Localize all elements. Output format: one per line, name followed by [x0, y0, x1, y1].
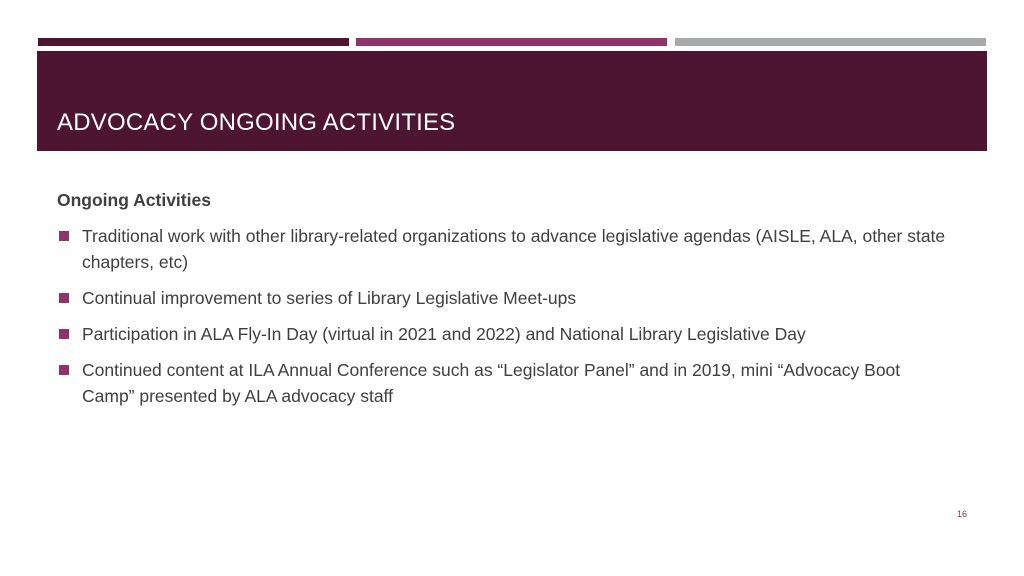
slide-title: ADVOCACY ONGOING ACTIVITIES — [57, 109, 456, 136]
accent-bar-gray — [675, 38, 986, 46]
bullet-list — [57, 223, 957, 409]
accent-bar-magenta — [356, 38, 667, 46]
bullet-item — [57, 357, 957, 409]
bullet-text: Continued content at ILA Annual Conference such as “Legislator Panel” and in 2019, mini “Advocacy Boot Camp” presented by ALA advocacy staff — [82, 360, 901, 406]
page-number: 16 — [956, 509, 967, 519]
square-bullet-icon — [59, 231, 69, 241]
title-band — [37, 51, 987, 151]
section-subheading: Ongoing Activities — [57, 190, 211, 210]
bullet-item — [57, 321, 957, 347]
square-bullet-icon — [59, 293, 69, 303]
bullet-text: Continual improvement to series of Library Legislative Meet-ups — [82, 288, 577, 308]
accent-bar-dark — [38, 38, 349, 46]
square-bullet-icon — [59, 329, 69, 339]
slide-content — [57, 188, 957, 419]
square-bullet-icon — [59, 365, 69, 375]
bullet-text: Participation in ALA Fly-In Day (virtual in 2021 and 2022) and National Library Legislative Day — [82, 324, 806, 344]
bullet-item — [57, 285, 957, 311]
bullet-text: Traditional work with other library-related organizations to advance legislative agendas (AISLE, ALA, other state chapters, etc) — [82, 226, 946, 272]
bullet-item — [57, 223, 957, 275]
